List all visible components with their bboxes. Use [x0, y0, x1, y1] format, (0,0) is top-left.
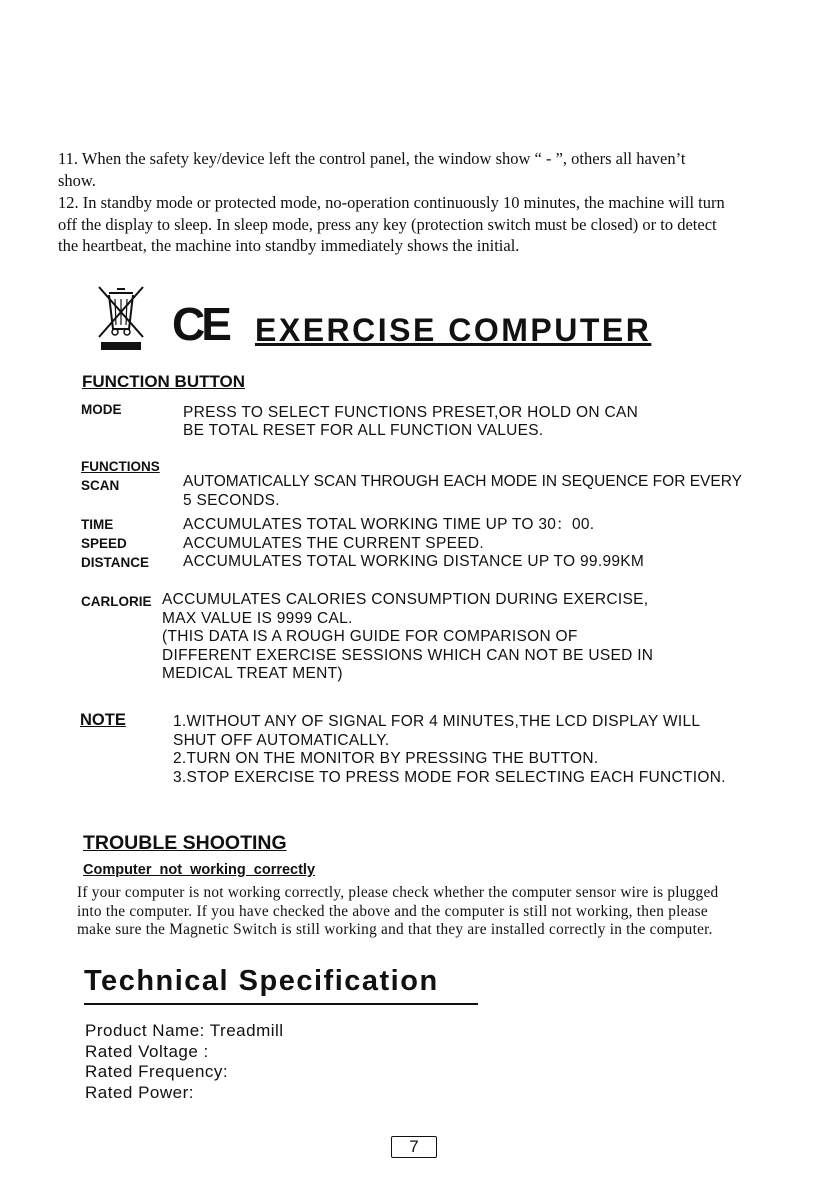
spec-list [85, 1021, 284, 1103]
trouble-line1: If your computer is not working correctly, please check whether the computer sensor wire is plugged [77, 884, 719, 901]
calorie-label: CARLORIE [81, 594, 152, 609]
note-text [173, 713, 726, 787]
mode-label: MODE [81, 402, 122, 417]
page-title: EXERCISE COMPUTER [255, 312, 652, 348]
spec-heading-underline [84, 1003, 478, 1005]
distance-label: DISTANCE [81, 555, 150, 570]
calorie-line1: ACCUMULATES CALORIES CONSUMPTION DURING EXERCISE, [162, 591, 649, 608]
note-line4: 3.STOP EXERCISE TO PRESS MODE FOR SELECTING EACH FUNCTION. [173, 768, 726, 786]
trouble-shooting-subheading: Computer not working correctly [83, 862, 316, 878]
function-button-heading: FUNCTION BUTTON [82, 372, 246, 391]
calorie-line3: (THIS DATA IS A ROUGH GUIDE FOR COMPARISON OF [162, 628, 578, 645]
p12-line3: the heartbeat, the machine into standby immediately shows the initial. [58, 236, 520, 255]
spec-rated-voltage: Rated Voltage : [85, 1041, 209, 1061]
trouble-line2: into the computer. If you have checked the above and the computer is still not working, then please [77, 902, 708, 920]
weee-bin-icon [95, 283, 147, 353]
spec-product-name: Product Name: Treadmill [85, 1021, 284, 1040]
scan-line2: 5 SECONDS. [183, 492, 280, 509]
trouble-line3: make sure the Magnetic Switch is still working and that they are installed correctly in the computer. [77, 921, 713, 938]
note-line3: 2.TURN ON THE MONITOR BY PRESSING THE BUTTON. [173, 750, 599, 767]
p11-line2: show. [58, 170, 96, 190]
p12-line2: off the display to sleep. In sleep mode, press any key (protection switch must be closed) or to detect [58, 214, 717, 234]
page-number: 7 [391, 1136, 437, 1158]
technical-specification-heading: Technical Specification [84, 965, 439, 997]
trouble-shooting-heading: TROUBLE SHOOTING [83, 832, 287, 854]
p12-line1: 12. In standby mode or protected mode, no-operation continuously 10 minutes, the machine will turn [58, 193, 725, 212]
speed-text: ACCUMULATES THE CURRENT SPEED. [183, 535, 484, 552]
spec-rated-power: Rated Power: [85, 1082, 194, 1102]
functions-label: FUNCTIONS [81, 459, 160, 474]
time-label: TIME [81, 517, 114, 532]
time-text: ACCUMULATES TOTAL WORKING TIME UP TO 30：00. [183, 516, 595, 533]
intro-paragraph-12 [58, 192, 725, 257]
mode-line1: PRESS TO SELECT FUNCTIONS PRESET,OR HOLD ON CAN [183, 404, 639, 421]
speed-label: SPEED [81, 536, 127, 551]
note-label: NOTE [80, 711, 126, 729]
calorie-line2: MAX VALUE IS 9999 CAL. [162, 609, 353, 627]
intro-paragraph-11 [58, 148, 685, 191]
note-line2: SHUT OFF AUTOMATICALLY. [173, 731, 390, 749]
spec-rated-frequency: Rated Frequency: [85, 1062, 229, 1081]
scan-label: SCAN [81, 478, 120, 493]
calorie-text [162, 591, 653, 684]
distance-text: ACCUMULATES TOTAL WORKING DISTANCE UP TO 99.99KM [183, 553, 645, 570]
trouble-shooting-text [77, 884, 718, 940]
mode-line2: BE TOTAL RESET FOR ALL FUNCTION VALUES. [183, 422, 544, 439]
calorie-line5: MEDICAL TREAT MENT) [162, 665, 343, 682]
calorie-line4: DIFFERENT EXERCISE SESSIONS WHICH CAN NOT BE USED IN [162, 646, 654, 664]
scan-line1: AUTOMATICALLY SCAN THROUGH EACH MODE IN SEQUENCE FOR EVERY [183, 473, 742, 490]
p11-line1: 11. When the safety key/device left the control panel, the window show “ - ”, others all haven’t [58, 149, 686, 168]
note-line1: 1.WITHOUT ANY OF SIGNAL FOR 4 MINUTES,THE LCD DISPLAY WILL [173, 713, 701, 730]
ce-mark-icon: CE [172, 298, 228, 350]
